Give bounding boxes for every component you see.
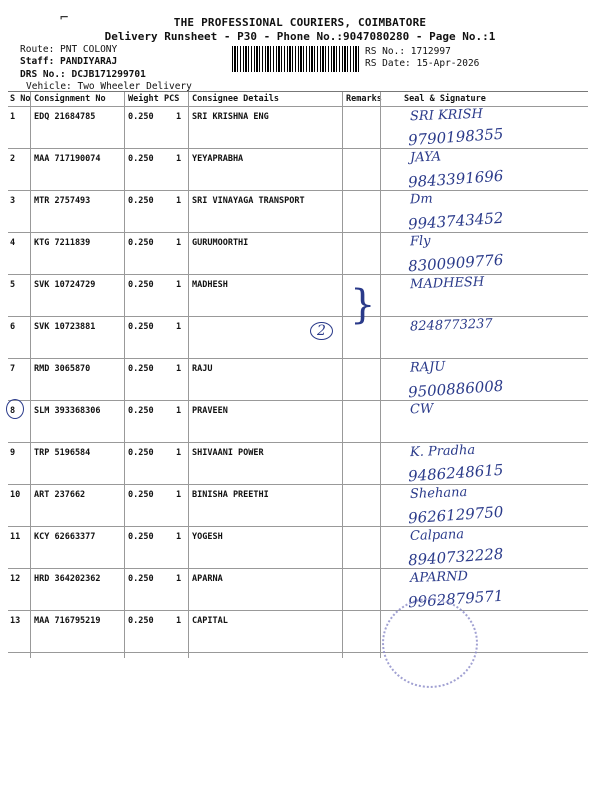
col-weight: Weight (128, 94, 159, 104)
signature-handwriting: K. Pradha (409, 442, 476, 461)
table-row (8, 232, 588, 275)
table-row (8, 316, 588, 359)
pcs-cell: 1 (176, 532, 182, 542)
pcs-cell: 1 (176, 364, 182, 374)
consignment-cell: ART 237662 (34, 490, 86, 500)
consignment-cell: RMD 3065870 (34, 364, 91, 374)
sno-cell: 2 (10, 154, 16, 164)
route-text: Route: PNT COLONY (20, 44, 118, 55)
pcs-cell: 1 (176, 406, 182, 416)
consignee-cell: GURUMOORTHI (192, 238, 249, 248)
table-row (8, 106, 588, 149)
consignee-cell: MADHESH (192, 280, 228, 290)
rs-date-text: RS Date: 15-Apr-2026 (365, 58, 480, 69)
pcs-cell: 1 (176, 490, 182, 500)
pcs-cell: 1 (176, 112, 182, 122)
table-row (8, 274, 588, 317)
signature-handwriting: 9626129750 (407, 502, 504, 528)
sno-cell: 5 (10, 280, 16, 290)
table-row (8, 568, 588, 611)
pcs-cell: 1 (176, 154, 182, 164)
sno-cell: 4 (10, 238, 16, 248)
signature-handwriting: Calpana (409, 527, 465, 544)
circle-mark (6, 399, 24, 419)
weight-cell: 0.250 (128, 532, 154, 542)
col-seal-signature: Seal & Signature (404, 94, 486, 104)
consignment-cell: SVK 10723881 (34, 322, 96, 332)
pcs-cell: 1 (176, 322, 182, 332)
seal-stamp (382, 598, 478, 688)
drs-text: DRS No.: DCJB171299701 (20, 69, 146, 80)
weight-cell: 0.250 (128, 154, 154, 164)
sno-cell: 12 (10, 574, 21, 584)
signature-handwriting: 9486248615 (407, 460, 504, 486)
consignment-cell: SLM 393368306 (34, 406, 101, 416)
corner-mark: ⌐ (60, 10, 69, 26)
pcs-cell: 1 (176, 616, 182, 626)
consignee-cell: YOGESH (192, 532, 223, 542)
signature-handwriting: Shehana (409, 485, 468, 502)
consignment-cell: SVK 10724729 (34, 280, 96, 290)
signature-handwriting: MADHESH (409, 274, 485, 293)
pcs-cell: 1 (176, 238, 182, 248)
signature-handwriting: Dm (409, 191, 434, 208)
weight-cell: 0.250 (128, 238, 154, 248)
brace-mark: } (350, 282, 376, 328)
table-header-row (8, 92, 588, 107)
signature-handwriting: 9943743452 (407, 208, 504, 234)
signature-handwriting: JAYA (409, 149, 442, 166)
col-pcs: PCS (164, 94, 180, 104)
weight-cell: 0.250 (128, 322, 154, 332)
table-row (8, 400, 588, 443)
vehicle-text: Vehicle: Two Wheeler Delivery (26, 81, 192, 92)
consignment-cell: MTR 2757493 (34, 196, 91, 206)
sno-cell: 13 (10, 616, 21, 626)
consignee-cell: YEYAPRABHA (192, 154, 244, 164)
sno-cell: 3 (10, 196, 16, 206)
consignee-cell: BINISHA PREETHI (192, 490, 269, 500)
signature-handwriting: SRI KRISH (409, 106, 484, 125)
table-row (8, 190, 588, 233)
consignee-cell: CAPITAL (192, 616, 228, 626)
table-row (8, 148, 588, 191)
consignee-cell: SRI KRISHNA ENG (192, 112, 269, 122)
consignment-cell: TRP 5196584 (34, 448, 91, 458)
weight-cell: 0.250 (128, 574, 154, 584)
pcs-cell: 1 (176, 196, 182, 206)
col-divider (188, 92, 189, 658)
remark-handwriting: 2 (310, 322, 333, 340)
signature-handwriting: 9843391696 (407, 166, 504, 192)
sno-cell: 7 (10, 364, 16, 374)
barcode-image (232, 46, 360, 72)
signature-handwriting: 9962879571 (407, 586, 504, 612)
weight-cell: 0.250 (128, 448, 154, 458)
signature-handwriting: CW (409, 401, 434, 418)
consignee-cell: PRAVEEN (192, 406, 228, 416)
company-title: THE PROFESSIONAL COURIERS, COIMBATORE (173, 16, 427, 29)
weight-cell: 0.250 (128, 406, 154, 416)
col-consignment: Consignment No (34, 94, 106, 104)
runsheet-table (8, 91, 588, 658)
table-row (8, 526, 588, 569)
table-row (8, 442, 588, 485)
consignment-cell: HRD 364202362 (34, 574, 101, 584)
runsheet-title: Delivery Runsheet - P30 - Phone No.:9047080280 - Page No.:1 (104, 30, 496, 43)
consignment-cell: KCY 62663377 (34, 532, 96, 542)
signature-handwriting: 8248773237 (409, 316, 493, 335)
sno-cell: 9 (10, 448, 16, 458)
pcs-cell: 1 (176, 574, 182, 584)
sno-cell: 6 (10, 322, 16, 332)
sno-cell: 1 (10, 112, 16, 122)
sno-cell: 10 (10, 490, 21, 500)
consignment-cell: KTG 7211839 (34, 238, 91, 248)
consignment-cell: MAA 716795219 (34, 616, 101, 626)
signature-handwriting: 8300909776 (407, 250, 504, 276)
col-divider (124, 92, 125, 658)
table-row (8, 610, 588, 653)
consignee-cell: RAJU (192, 364, 213, 374)
rs-no-text: RS No.: 1712997 (365, 46, 451, 57)
consignee-cell: SRI VINAYAGA TRANSPORT (192, 196, 305, 206)
consignee-cell: APARNA (192, 574, 223, 584)
signature-handwriting: 9790198355 (407, 124, 504, 150)
consignment-cell: EDQ 21684785 (34, 112, 96, 122)
weight-cell: 0.250 (128, 364, 154, 374)
weight-cell: 0.250 (128, 490, 154, 500)
col-divider (380, 92, 381, 658)
signature-handwriting: Fly (409, 233, 431, 250)
consignee-cell: SHIVAANI POWER (192, 448, 264, 458)
col-sno: S No (10, 94, 31, 104)
weight-cell: 0.250 (128, 616, 154, 626)
signature-handwriting: 9500886008 (407, 376, 504, 402)
signature-handwriting: 8940732228 (407, 544, 504, 570)
staff-text: Staff: PANDIYARAJ (20, 56, 118, 67)
col-divider (30, 92, 31, 658)
table-row (8, 484, 588, 527)
col-divider (342, 92, 343, 658)
signature-handwriting: APARND (409, 568, 469, 587)
pcs-cell: 1 (176, 280, 182, 290)
weight-cell: 0.250 (128, 112, 154, 122)
weight-cell: 0.250 (128, 280, 154, 290)
signature-handwriting: RAJU (409, 359, 446, 376)
table-row (8, 358, 588, 401)
col-consignee: Consignee Details (192, 94, 279, 104)
col-remarks: Remarks (346, 94, 382, 104)
pcs-cell: 1 (176, 448, 182, 458)
weight-cell: 0.250 (128, 196, 154, 206)
sno-cell: 8 (10, 406, 16, 416)
consignment-cell: MAA 717190074 (34, 154, 101, 164)
sno-cell: 11 (10, 532, 21, 542)
